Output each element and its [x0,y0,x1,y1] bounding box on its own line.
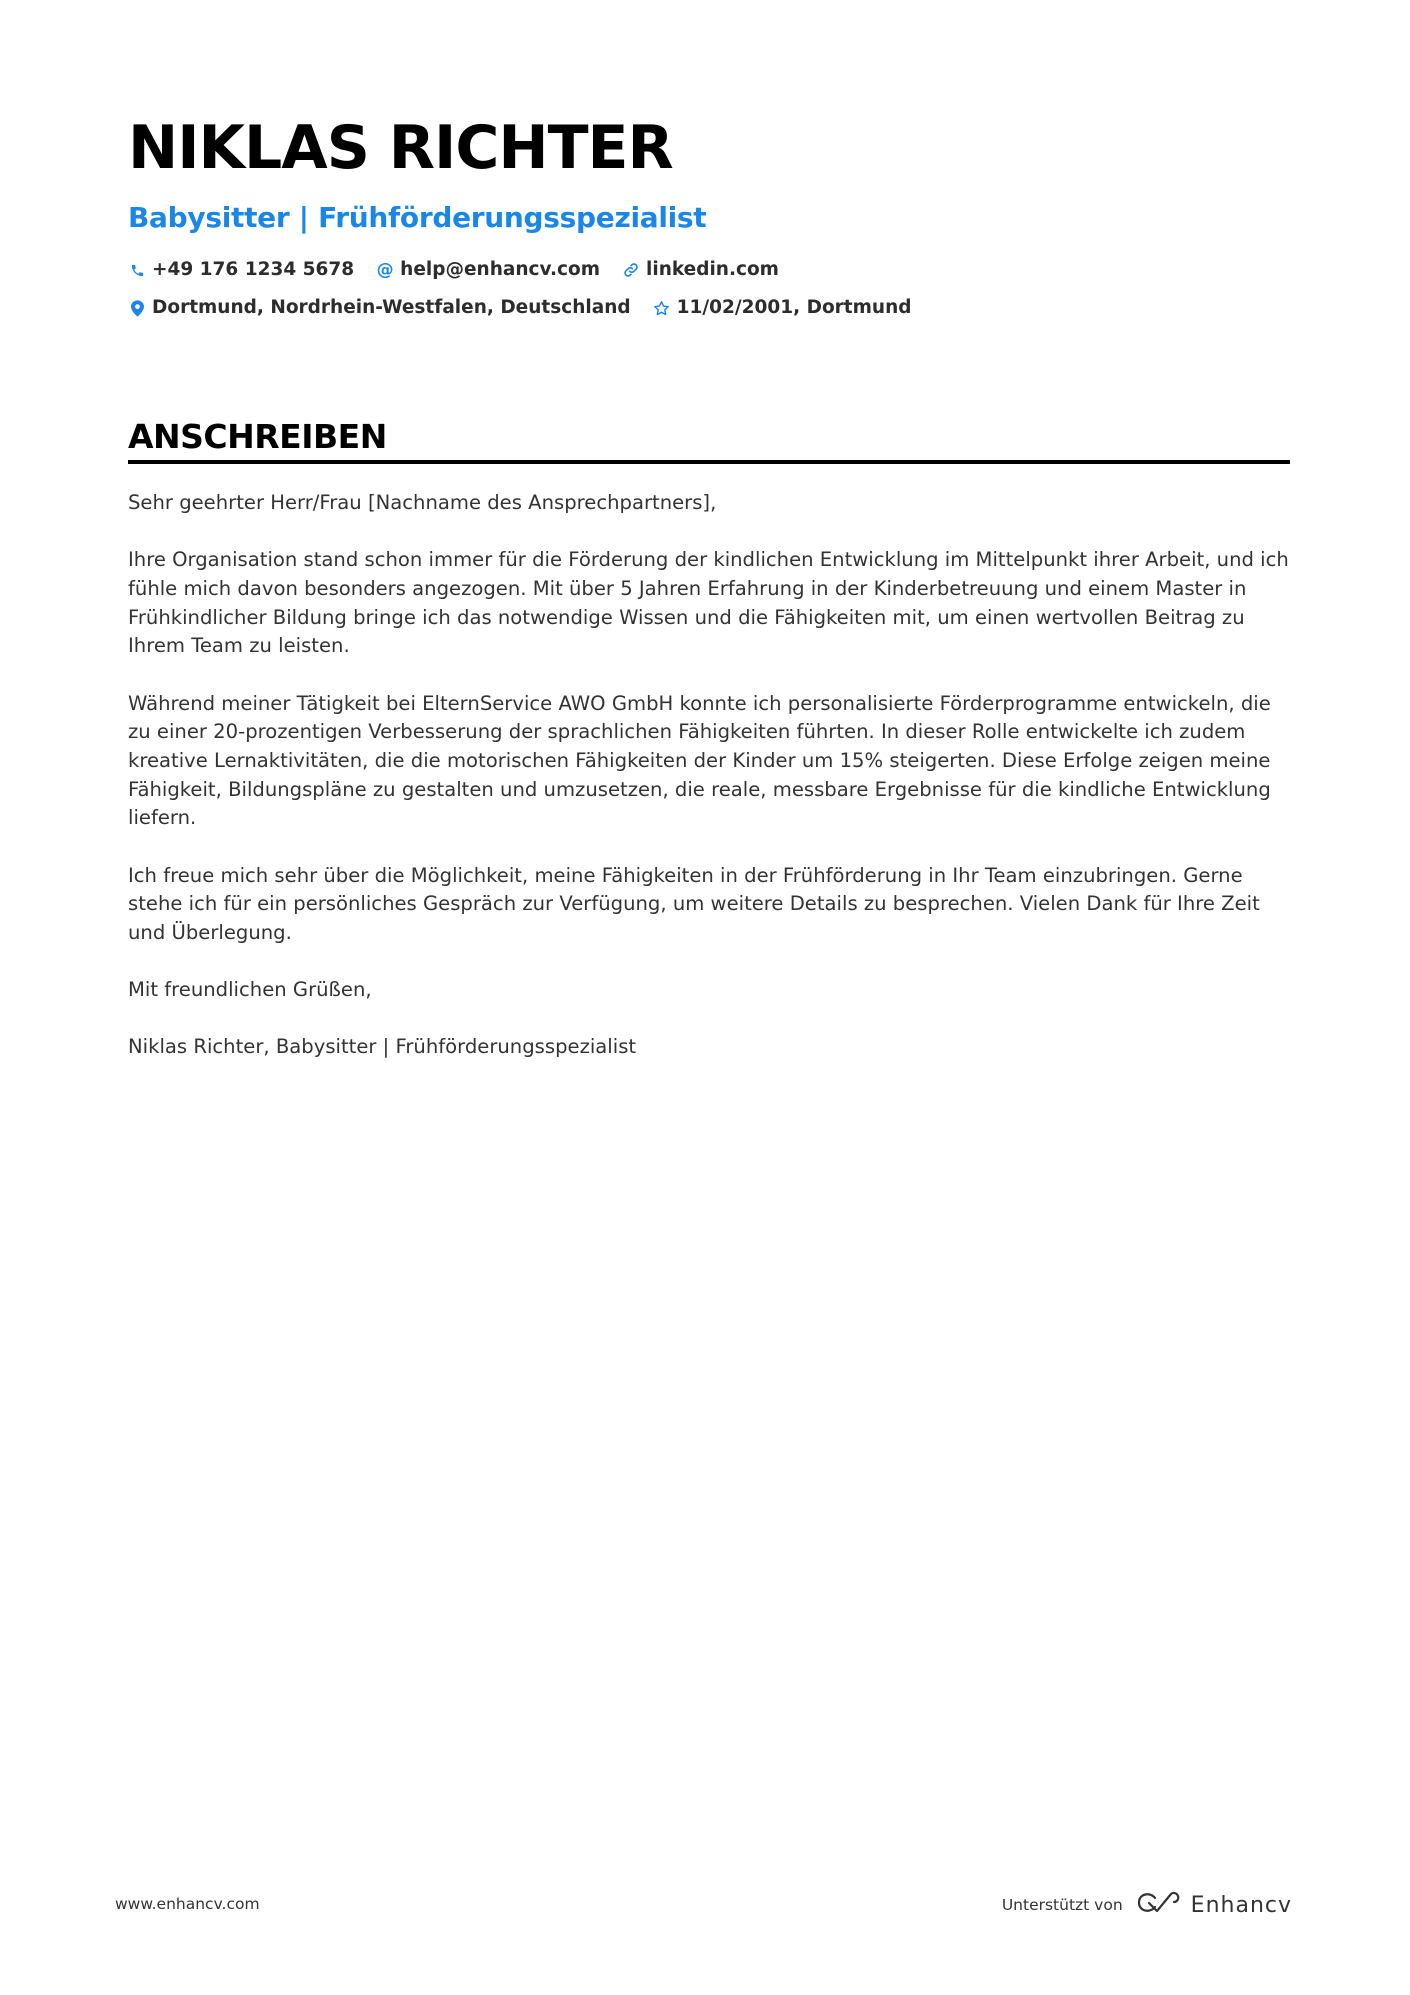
location-pin-icon [128,299,146,317]
contact-birth-text: 11/02/2001, Dortmund [676,297,912,318]
contact-linkedin[interactable] [622,256,779,284]
applicant-name: NIKLAS RICHTER [128,113,673,183]
letter-closing: Mit freundlichen Grüßen, [128,978,372,1002]
section-title: ANSCHREIBEN [128,417,387,456]
letter-body [128,489,1293,1062]
contact-email-text: help@enhancv.com [400,259,601,280]
letter-signature: Niklas Richter, Babysitter | Frühförderungsspezialist [128,1035,637,1059]
phone-icon [128,261,146,279]
letter-paragraph: Ihre Organisation stand schon immer für die Förderung der kindlichen Entwicklung im Mittelpunkt ihrer Arbeit, und ich fühle mich davon besonders angezogen. Mit über 5 Jahren Erfahrung in der Kinderbetreuung und einem Master in Frühkindlicher Bildung bringe ich das notwendige Wissen und die Fähigkeiten mit, um einen wertvollen Beitrag zu Ihrem Team zu leisten. [128,548,1289,658]
enhancv-logo-icon [1135,1890,1181,1920]
star-icon [653,299,671,317]
at-icon: @ [376,260,394,280]
contact-location-text: Dortmund, Nordrhein-Westfalen, Deutschland [152,297,631,318]
contact-linkedin-text: linkedin.com [646,259,779,280]
letter-salutation: Sehr geehrter Herr/Frau [Nachname des Ansprechpartners], [128,491,717,514]
contact-phone-text: +49 176 1234 5678 [152,259,355,280]
footer-website[interactable]: www.enhancv.com [115,1895,260,1913]
contact-phone[interactable] [128,256,354,284]
contact-birth [653,294,912,322]
cover-letter-page [128,108,1290,1091]
letter-paragraph: Ich freue mich sehr über die Möglichkeit, meine Fähigkeiten in der Frühförderung in Ihr Team einzubringen. Gerne stehe ich für ein persönliches Gespräch zur Verfügung, um weitere Details zu besprechen. Vielen Dank für Ihre Zeit und Überlegung. [128,863,1260,944]
powered-by-label: Unterstützt von [1001,1896,1123,1914]
brand-name: Enhancv [1190,1892,1292,1918]
link-icon [622,261,640,279]
section-divider [128,460,1290,464]
contact-info [128,256,1290,322]
contact-email[interactable] [376,256,600,284]
contact-location [128,294,631,322]
applicant-role: Babysitter | Frühförderungsspezialist [128,201,707,234]
letter-paragraph: Während meiner Tätigkeit bei ElternService AWO GmbH konnte ich personalisierte Förderprogramme entwickeln, die zu einer 20-prozentigen Verbesserung der sprachlichen Fähigkeiten führten. In dieser Rolle entwickelte ich zudem kreative Lernaktivitäten, die die motorischen Fähigkeiten der Kinder um 15% steigerten. Diese Erfolge zeigen meine Fähigkeit, Bildungspläne zu gestalten und umzusetzen, die reale, messbare Ergebnisse für die kindliche Entwicklung liefern. [128,691,1271,830]
footer-powered-by[interactable] [1002,1890,1292,1920]
